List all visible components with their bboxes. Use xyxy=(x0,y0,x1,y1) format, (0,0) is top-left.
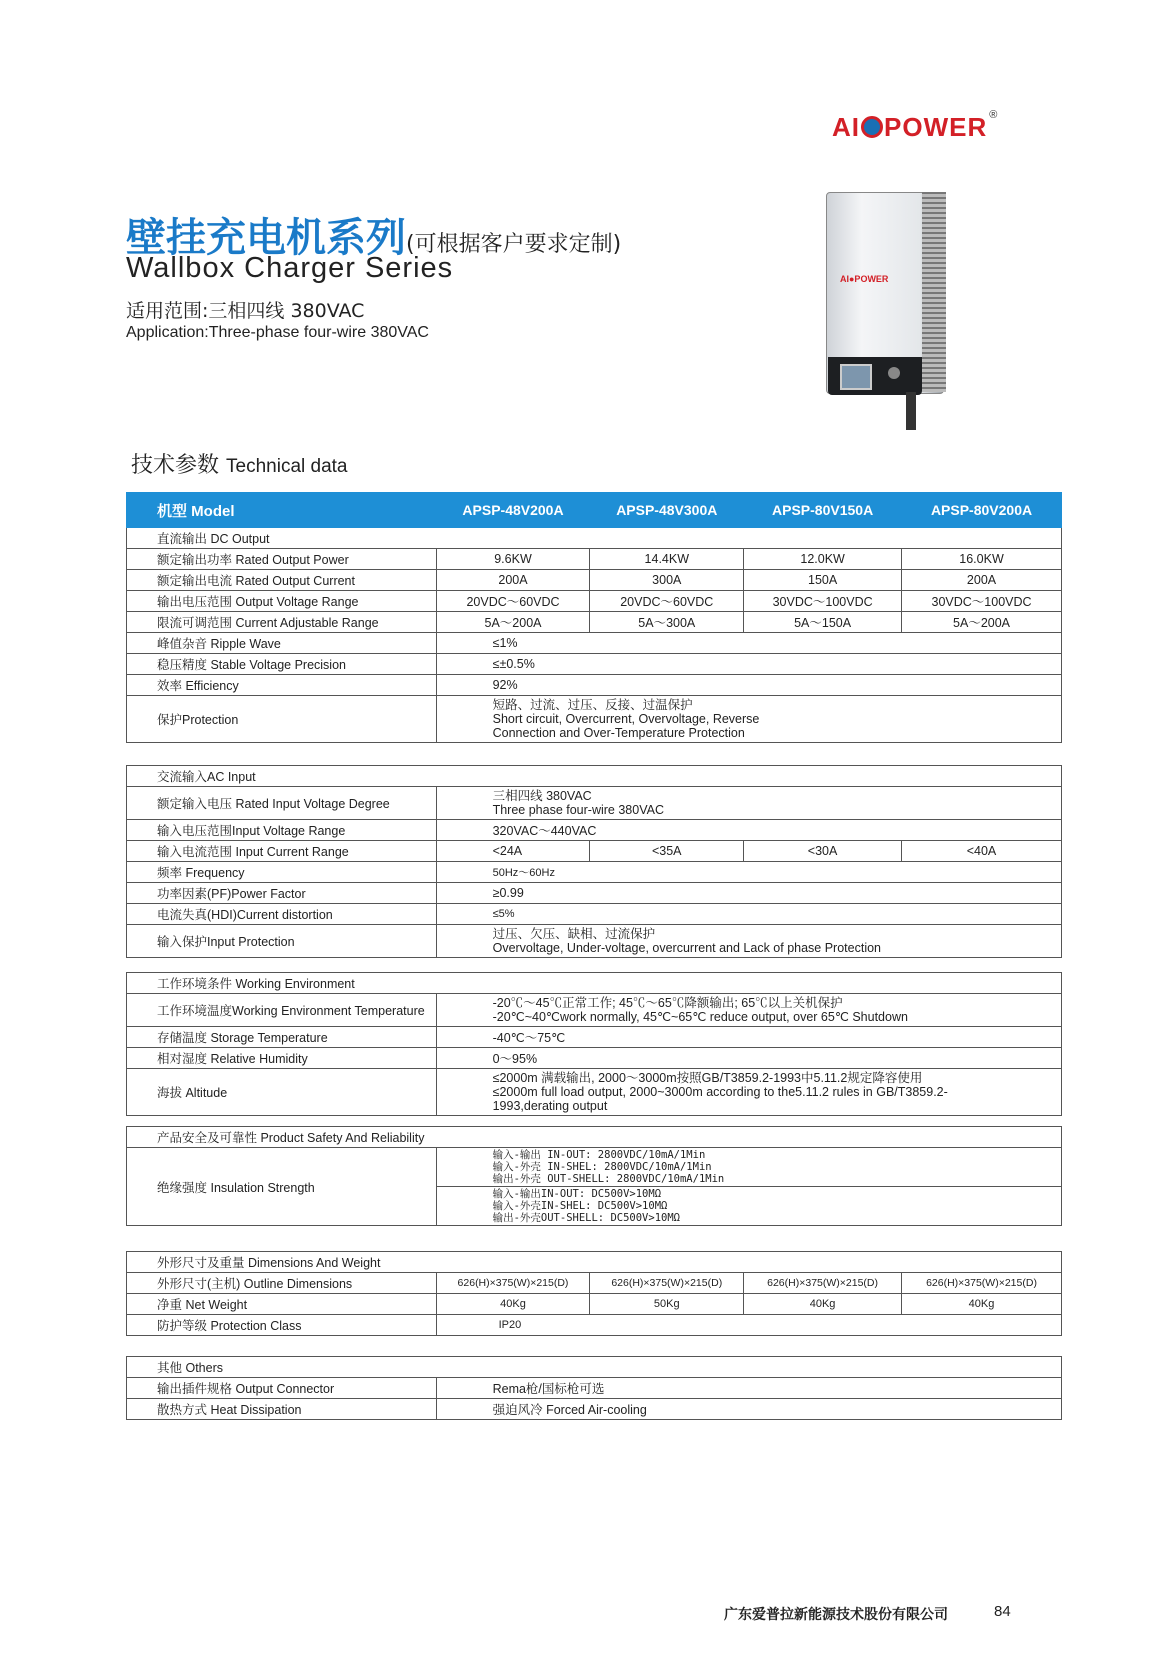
table-row xyxy=(127,1378,1062,1399)
cell-value: 强迫风冷 Forced Air-cooling xyxy=(436,1399,1061,1420)
table-row xyxy=(127,570,1062,591)
table-row xyxy=(127,841,1062,862)
cell-value: ≤1% xyxy=(436,633,1061,654)
cell-value: 200A xyxy=(902,570,1062,591)
table-row xyxy=(127,904,1062,925)
cell-value: 50Hz～60Hz xyxy=(436,862,1061,883)
row-label: 输出电压范围 Output Voltage Range xyxy=(127,591,437,612)
cell-value: 14.4KW xyxy=(590,549,744,570)
cell-line: 输入-外壳 IN-SHEL: 2800VDC/10mA/1Min xyxy=(492,1161,712,1173)
row-label: 输入保护Input Protection xyxy=(127,925,437,958)
cell-value: 5A～300A xyxy=(590,612,744,633)
model-header-label: 机型 Model xyxy=(127,493,437,528)
title-cn-sub: (可根据客户要求定制) xyxy=(406,232,622,257)
env-section-title: 工作环境条件 Working Environment xyxy=(127,973,1062,994)
logo-disc-icon xyxy=(861,116,883,138)
cell-value: 9.6KW xyxy=(436,549,590,570)
cell-value: 626(H)×375(W)×215(D) xyxy=(902,1273,1062,1294)
table-row xyxy=(127,1399,1062,1420)
cell-value: 40Kg xyxy=(902,1294,1062,1315)
cell-value: 20VDC～60VDC xyxy=(436,591,590,612)
table-row xyxy=(127,1357,1062,1378)
dim-section-title: 外形尺寸及重量 Dimensions And Weight xyxy=(127,1252,1062,1273)
section-title-en: Technical data xyxy=(226,456,348,477)
table-row xyxy=(127,591,1062,612)
row-label: 额定输入电压 Rated Input Voltage Degree xyxy=(127,787,437,820)
row-label: 输入电流范围 Input Current Range xyxy=(127,841,437,862)
cell-value: <30A xyxy=(744,841,902,862)
cell-value: ≤5% xyxy=(436,904,1061,925)
cell-line: -20℃~40℃work normally, 45℃~65℃ reduce output, over 65℃ Shutdown xyxy=(492,1010,908,1024)
table-row xyxy=(127,675,1062,696)
row-label: 保护Protection xyxy=(127,696,437,743)
table-row xyxy=(127,862,1062,883)
safety-table xyxy=(126,1126,1062,1226)
row-label: 峰值杂音 Ripple Wave xyxy=(127,633,437,654)
row-label: 稳压精度 Stable Voltage Precision xyxy=(127,654,437,675)
cell-multiline xyxy=(436,925,1061,958)
dc-section-title: 直流输出 DC Output xyxy=(127,528,1062,549)
cell-line: 1993,derating output xyxy=(492,1099,608,1113)
row-label: 相对湿度 Relative Humidity xyxy=(127,1048,437,1069)
cell-value: IP20 xyxy=(436,1315,1061,1336)
ac-input-table xyxy=(126,765,1062,958)
cell-value: 0～95% xyxy=(436,1048,1061,1069)
cell-line: ≤2000m full load output, 2000~3000m according to the5.11.2 rules in GB/T3859.2- xyxy=(492,1085,948,1099)
cell-value: 5A～150A xyxy=(744,612,902,633)
table-row xyxy=(127,1273,1062,1294)
cell-value: 20VDC～60VDC xyxy=(590,591,744,612)
row-label: 电流失真(HDI)Current distortion xyxy=(127,904,437,925)
cell-line: 输入-输出IN-OUT: DC500V>10MΩ xyxy=(492,1188,662,1200)
table-row xyxy=(127,1294,1062,1315)
safety-section-title: 产品安全及可靠性 Product Safety And Reliability xyxy=(127,1127,1062,1148)
title-english: Wallbox Charger Series xyxy=(126,252,454,284)
logo-text-power: POWER xyxy=(884,111,988,142)
table-row xyxy=(127,1048,1062,1069)
cell-value: 5A～200A xyxy=(436,612,590,633)
row-label: 防护等级 Protection Class xyxy=(127,1315,437,1336)
cell-value: 300A xyxy=(590,570,744,591)
model-header-2: APSP-48V300A xyxy=(590,493,744,528)
table-row xyxy=(127,766,1062,787)
environment-table xyxy=(126,972,1062,1116)
cell-line: 输入-输出 IN-OUT: 2800VDC/10mA/1Min xyxy=(492,1149,706,1161)
cell-line: 过压、欠压、缺相、过流保护 xyxy=(492,927,656,941)
cell-value: 5A～200A xyxy=(902,612,1062,633)
row-label: 限流可调范围 Current Adjustable Range xyxy=(127,612,437,633)
product-heatsink xyxy=(922,192,946,392)
table-row xyxy=(127,612,1062,633)
product-logo: AI●POWER xyxy=(840,274,889,284)
row-label: 净重 Net Weight xyxy=(127,1294,437,1315)
cell-value: 626(H)×375(W)×215(D) xyxy=(436,1273,590,1294)
row-label: 输入电压范围Input Voltage Range xyxy=(127,820,437,841)
cell-multiline xyxy=(436,787,1061,820)
cell-line: 三相四线 380VAC xyxy=(492,789,592,803)
section-title-cn: 技术参数 xyxy=(131,453,220,478)
model-header-1: APSP-48V200A xyxy=(436,493,590,528)
table-row xyxy=(127,654,1062,675)
row-label: 工作环境温度Working Environment Temperature xyxy=(127,994,437,1027)
cell-line: Overvoltage, Under-voltage, overcurrent and Lack of phase Protection xyxy=(492,941,882,955)
registered-mark: ® xyxy=(989,109,999,121)
footer-company: 广东爱普拉新能源技术股份有限公司 xyxy=(724,1607,948,1623)
row-label: 效率 Efficiency xyxy=(127,675,437,696)
cell-value: ≤±0.5% xyxy=(436,654,1061,675)
cell-value: 626(H)×375(W)×215(D) xyxy=(744,1273,902,1294)
dc-output-table xyxy=(126,492,1062,743)
cell-line: Three phase four-wire 380VAC xyxy=(492,803,664,817)
cell-line: 输出-外壳 OUT-SHELL: 2800VDC/10mA/1Min xyxy=(492,1173,725,1185)
dimensions-table xyxy=(126,1251,1062,1336)
table-row xyxy=(127,1252,1062,1273)
cell-line: 短路、过流、过压、反接、过温保护 xyxy=(492,698,693,712)
title-cn-main: 壁挂充电机系列 xyxy=(126,215,406,261)
cell-multiline xyxy=(436,1187,1061,1226)
row-label: 额定输出电流 Rated Output Current xyxy=(127,570,437,591)
page-number: 84 xyxy=(994,1603,1011,1620)
cell-multiline xyxy=(436,1069,1061,1116)
cell-line: Connection and Over-Temperature Protection xyxy=(492,726,745,740)
cell-line: ≤2000m 满载输出, 2000～3000m按照GB/T3859.2-1993中5.11.2规定降容使用 xyxy=(492,1071,923,1085)
section-title xyxy=(131,448,347,479)
model-header-row xyxy=(127,493,1062,528)
cell-line: 输出-外壳OUT-SHELL: DC500V>10MΩ xyxy=(492,1212,680,1224)
table-row xyxy=(127,633,1062,654)
table-row xyxy=(127,1148,1062,1187)
application-cn: 适用范围:三相四线 380VAC xyxy=(126,300,365,322)
row-label: 功率因素(PF)Power Factor xyxy=(127,883,437,904)
others-section-title: 其他 Others xyxy=(127,1357,1062,1378)
cell-value: 150A xyxy=(744,570,902,591)
cell-value: 626(H)×375(W)×215(D) xyxy=(590,1273,744,1294)
model-header-3: APSP-80V150A xyxy=(744,493,902,528)
cell-value: 16.0KW xyxy=(902,549,1062,570)
product-image xyxy=(826,192,946,430)
row-label: 海拔 Altitude xyxy=(127,1069,437,1116)
cell-value: 30VDC～100VDC xyxy=(744,591,902,612)
row-label: 输出插件规格 Output Connector xyxy=(127,1378,437,1399)
row-label: 绝缘强度 Insulation Strength xyxy=(127,1148,437,1226)
application-en: Application:Three-phase four-wire 380VAC xyxy=(126,324,429,341)
table-row xyxy=(127,925,1062,958)
logo-text-ai: AI xyxy=(832,111,860,142)
table-row xyxy=(127,696,1062,743)
cell-value: Rema枪/国标枪可选 xyxy=(436,1378,1061,1399)
cell-value: <40A xyxy=(902,841,1062,862)
table-row xyxy=(127,528,1062,549)
table-row xyxy=(127,1315,1062,1336)
others-table xyxy=(126,1356,1062,1420)
cell-multiline xyxy=(436,696,1061,743)
cell-value: -40℃～75℃ xyxy=(436,1027,1061,1048)
model-header-4: APSP-80V200A xyxy=(902,493,1062,528)
cell-value: 50Kg xyxy=(590,1294,744,1315)
table-row xyxy=(127,994,1062,1027)
row-label: 存储温度 Storage Temperature xyxy=(127,1027,437,1048)
cell-line: 输入-外壳IN-SHEL: DC500V>10MΩ xyxy=(492,1200,668,1212)
table-row xyxy=(127,973,1062,994)
table-row xyxy=(127,883,1062,904)
brand-logo xyxy=(832,109,999,142)
product-screen xyxy=(840,364,872,390)
cell-value: <35A xyxy=(590,841,744,862)
product-cable xyxy=(906,392,916,430)
product-button-icon xyxy=(888,367,900,379)
table-row xyxy=(127,1127,1062,1148)
cell-value: ≥0.99 xyxy=(436,883,1061,904)
cell-value: 30VDC～100VDC xyxy=(902,591,1062,612)
table-row xyxy=(127,787,1062,820)
cell-value: <24A xyxy=(436,841,590,862)
cell-value: 40Kg xyxy=(436,1294,590,1315)
row-label: 散热方式 Heat Dissipation xyxy=(127,1399,437,1420)
table-row xyxy=(127,549,1062,570)
cell-line: -20℃～45℃正常工作; 45℃～65℃降额输出; 65℃以上关机保护 xyxy=(492,996,843,1010)
cell-value: 12.0KW xyxy=(744,549,902,570)
row-label: 外形尺寸(主机) Outline Dimensions xyxy=(127,1273,437,1294)
ac-section-title: 交流输入AC Input xyxy=(127,766,1062,787)
cell-value: 320VAC～440VAC xyxy=(436,820,1061,841)
cell-multiline xyxy=(436,1148,1061,1187)
cell-line: Short circuit, Overcurrent, Overvoltage, Reverse xyxy=(492,712,760,726)
cell-value: 40Kg xyxy=(744,1294,902,1315)
cell-multiline xyxy=(436,994,1061,1027)
table-row xyxy=(127,820,1062,841)
row-label: 频率 Frequency xyxy=(127,862,437,883)
row-label: 额定输出功率 Rated Output Power xyxy=(127,549,437,570)
table-row xyxy=(127,1069,1062,1116)
cell-value: 200A xyxy=(436,570,590,591)
table-row xyxy=(127,1027,1062,1048)
cell-value: 92% xyxy=(436,675,1061,696)
